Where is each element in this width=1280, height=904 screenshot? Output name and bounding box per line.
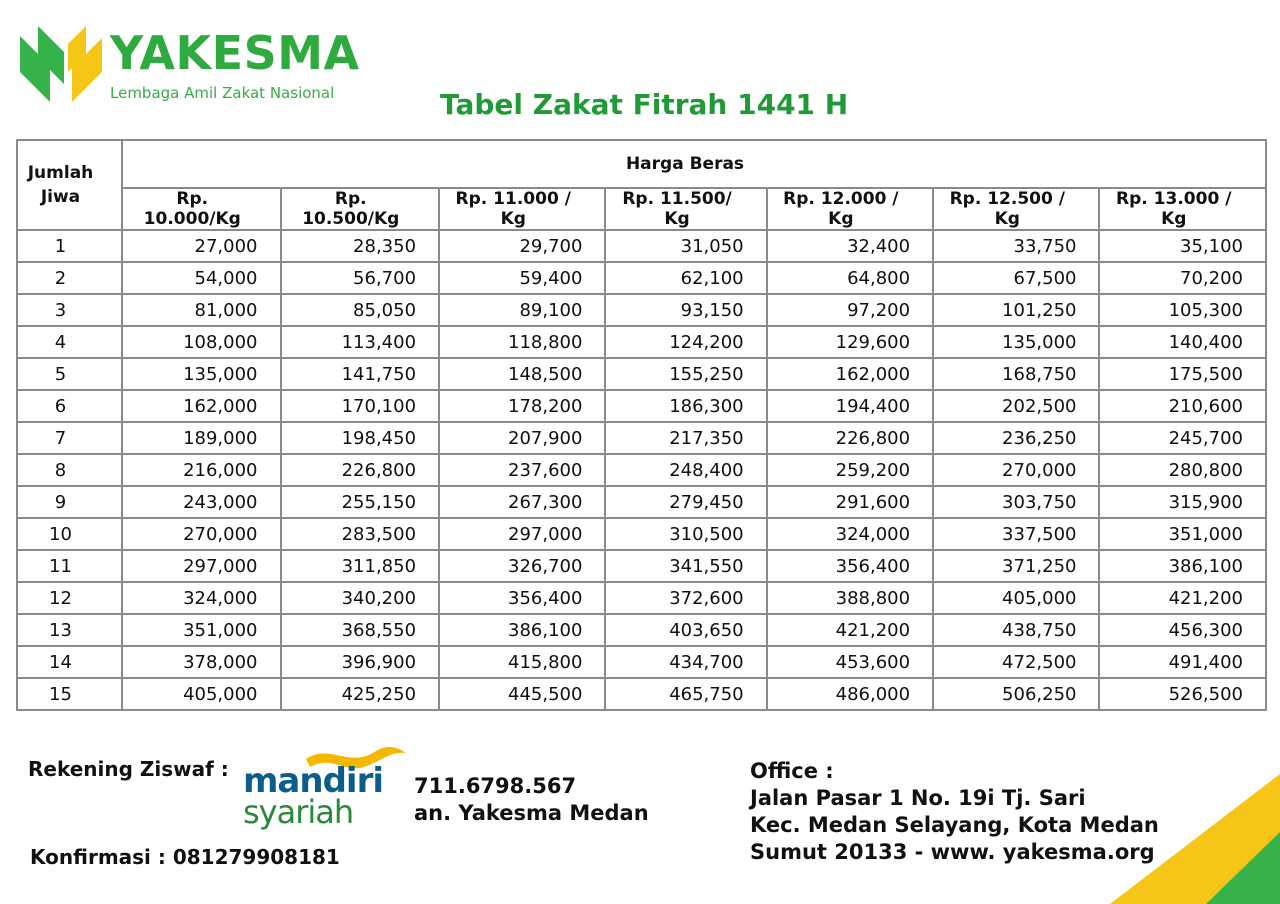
amount-cell: 29,700 (439, 230, 605, 262)
amount-cell: 324,000 (122, 582, 281, 614)
amount-cell: 194,400 (767, 390, 933, 422)
jiwa-cell: 2 (17, 262, 122, 294)
amount-cell: 135,000 (122, 358, 281, 390)
jiwa-cell: 3 (17, 294, 122, 326)
amount-cell: 386,100 (1099, 550, 1266, 582)
jiwa-cell: 15 (17, 678, 122, 710)
jiwa-cell: 8 (17, 454, 122, 486)
amount-cell: 210,600 (1099, 390, 1266, 422)
amount-cell: 207,900 (439, 422, 605, 454)
amount-cell: 28,350 (281, 230, 440, 262)
table-row (17, 518, 1266, 550)
table-row (17, 422, 1266, 454)
amount-cell: 341,550 (605, 550, 766, 582)
amount-cell: 62,100 (605, 262, 766, 294)
amount-cell: 311,850 (281, 550, 440, 582)
amount-cell: 270,000 (933, 454, 1099, 486)
amount-cell: 186,300 (605, 390, 766, 422)
table-row (17, 230, 1266, 262)
amount-cell: 283,500 (281, 518, 440, 550)
price-header: Rp. 10.000/Kg (122, 188, 281, 230)
amount-cell: 27,000 (122, 230, 281, 262)
amount-cell: 326,700 (439, 550, 605, 582)
table-row (17, 614, 1266, 646)
amount-cell: 465,750 (605, 678, 766, 710)
amount-cell: 243,000 (122, 486, 281, 518)
amount-cell: 202,500 (933, 390, 1099, 422)
amount-cell: 368,550 (281, 614, 440, 646)
table-row (17, 326, 1266, 358)
amount-cell: 141,750 (281, 358, 440, 390)
amount-cell: 388,800 (767, 582, 933, 614)
office-address (750, 758, 1159, 866)
leaf-logo-icon (16, 22, 116, 106)
amount-cell: 291,600 (767, 486, 933, 518)
amount-cell: 189,000 (122, 422, 281, 454)
amount-cell: 170,100 (281, 390, 440, 422)
jiwa-cell: 10 (17, 518, 122, 550)
amount-cell: 506,250 (933, 678, 1099, 710)
jiwa-cell: 9 (17, 486, 122, 518)
jiwa-cell: 7 (17, 422, 122, 454)
amount-cell: 396,900 (281, 646, 440, 678)
amount-cell: 270,000 (122, 518, 281, 550)
amount-cell: 162,000 (767, 358, 933, 390)
amount-cell: 226,800 (281, 454, 440, 486)
amount-cell: 421,200 (1099, 582, 1266, 614)
jiwa-cell: 12 (17, 582, 122, 614)
table-row (17, 582, 1266, 614)
amount-cell: 303,750 (933, 486, 1099, 518)
amount-cell: 356,400 (767, 550, 933, 582)
amount-cell: 168,750 (933, 358, 1099, 390)
amount-cell: 64,800 (767, 262, 933, 294)
jiwa-cell: 14 (17, 646, 122, 678)
amount-cell: 33,750 (933, 230, 1099, 262)
account-info (414, 773, 649, 827)
office-line: Jalan Pasar 1 No. 19i Tj. Sari (750, 786, 1086, 810)
amount-cell: 118,800 (439, 326, 605, 358)
amount-cell: 438,750 (933, 614, 1099, 646)
table-row (17, 390, 1266, 422)
amount-cell: 255,150 (281, 486, 440, 518)
table-row (17, 678, 1266, 710)
amount-cell: 81,000 (122, 294, 281, 326)
amount-cell: 526,500 (1099, 678, 1266, 710)
amount-cell: 259,200 (767, 454, 933, 486)
jiwa-header-line1: Jumlah (27, 163, 94, 183)
rekening-label: Rekening Ziswaf : (28, 757, 229, 781)
amount-cell: 491,400 (1099, 646, 1266, 678)
amount-cell: 85,050 (281, 294, 440, 326)
office-line: Sumut 20133 - www. yakesma.org (750, 840, 1155, 864)
amount-cell: 155,250 (605, 358, 766, 390)
amount-cell: 421,200 (767, 614, 933, 646)
amount-cell: 337,500 (933, 518, 1099, 550)
amount-cell: 315,900 (1099, 486, 1266, 518)
amount-cell: 101,250 (933, 294, 1099, 326)
amount-cell: 434,700 (605, 646, 766, 678)
amount-cell: 105,300 (1099, 294, 1266, 326)
amount-cell: 340,200 (281, 582, 440, 614)
jiwa-cell: 5 (17, 358, 122, 390)
amount-cell: 280,800 (1099, 454, 1266, 486)
amount-cell: 108,000 (122, 326, 281, 358)
jiwa-cell: 11 (17, 550, 122, 582)
amount-cell: 67,500 (933, 262, 1099, 294)
amount-cell: 371,250 (933, 550, 1099, 582)
amount-cell: 97,200 (767, 294, 933, 326)
konfirmasi: Konfirmasi : 081279908181 (30, 845, 340, 869)
amount-cell: 405,000 (933, 582, 1099, 614)
table-row (17, 454, 1266, 486)
price-header: Rp. 12.500 / Kg (933, 188, 1099, 230)
amount-cell: 135,000 (933, 326, 1099, 358)
amount-cell: 31,050 (605, 230, 766, 262)
amount-cell: 356,400 (439, 582, 605, 614)
amount-cell: 245,700 (1099, 422, 1266, 454)
jiwa-cell: 1 (17, 230, 122, 262)
table-row (17, 486, 1266, 518)
amount-cell: 113,400 (281, 326, 440, 358)
amount-cell: 472,500 (933, 646, 1099, 678)
amount-cell: 32,400 (767, 230, 933, 262)
amount-cell: 140,400 (1099, 326, 1266, 358)
amount-cell: 93,150 (605, 294, 766, 326)
table-row (17, 646, 1266, 678)
amount-cell: 70,200 (1099, 262, 1266, 294)
amount-cell: 162,000 (122, 390, 281, 422)
table-row (17, 294, 1266, 326)
jiwa-cell: 4 (17, 326, 122, 358)
amount-cell: 226,800 (767, 422, 933, 454)
amount-cell: 415,800 (439, 646, 605, 678)
bank-name: mandiri (243, 761, 383, 801)
amount-cell: 453,600 (767, 646, 933, 678)
price-header: Rp. 10.500/Kg (281, 188, 440, 230)
jiwa-header-line2: Jiwa (40, 187, 81, 207)
price-header: Rp. 11.000 / Kg (439, 188, 605, 230)
amount-cell: 425,250 (281, 678, 440, 710)
amount-cell: 236,250 (933, 422, 1099, 454)
brand-tagline: Lembaga Amil Zakat Nasional (110, 84, 335, 102)
price-header: Rp. 13.000 / Kg (1099, 188, 1266, 230)
amount-cell: 310,500 (605, 518, 766, 550)
amount-cell: 124,200 (605, 326, 766, 358)
table-row (17, 262, 1266, 294)
brand-name: YAKESMA (110, 26, 360, 80)
table-row (17, 550, 1266, 582)
amount-cell: 324,000 (767, 518, 933, 550)
account-name: an. Yakesma Medan (414, 801, 649, 825)
amount-cell: 297,000 (439, 518, 605, 550)
amount-cell: 56,700 (281, 262, 440, 294)
amount-cell: 175,500 (1099, 358, 1266, 390)
amount-cell: 297,000 (122, 550, 281, 582)
amount-cell: 351,000 (122, 614, 281, 646)
jiwa-cell: 6 (17, 390, 122, 422)
office-line: Office : (750, 759, 834, 783)
jiwa-header (17, 140, 122, 230)
amount-cell: 372,600 (605, 582, 766, 614)
bank-sub: syariah (243, 793, 354, 831)
table-row (17, 358, 1266, 390)
office-line: Kec. Medan Selayang, Kota Medan (750, 813, 1159, 837)
harga-beras-header: Harga Beras (122, 140, 1266, 188)
amount-cell: 267,300 (439, 486, 605, 518)
account-number: 711.6798.567 (414, 774, 577, 798)
amount-cell: 386,100 (439, 614, 605, 646)
amount-cell: 54,000 (122, 262, 281, 294)
amount-cell: 59,400 (439, 262, 605, 294)
amount-cell: 248,400 (605, 454, 766, 486)
price-header: Rp. 12.000 / Kg (767, 188, 933, 230)
jiwa-cell: 13 (17, 614, 122, 646)
amount-cell: 351,000 (1099, 518, 1266, 550)
amount-cell: 456,300 (1099, 614, 1266, 646)
amount-cell: 486,000 (767, 678, 933, 710)
amount-cell: 237,600 (439, 454, 605, 486)
amount-cell: 148,500 (439, 358, 605, 390)
amount-cell: 216,000 (122, 454, 281, 486)
amount-cell: 178,200 (439, 390, 605, 422)
amount-cell: 403,650 (605, 614, 766, 646)
amount-cell: 129,600 (767, 326, 933, 358)
amount-cell: 35,100 (1099, 230, 1266, 262)
amount-cell: 378,000 (122, 646, 281, 678)
price-header: Rp. 11.500/ Kg (605, 188, 766, 230)
amount-cell: 445,500 (439, 678, 605, 710)
amount-cell: 217,350 (605, 422, 766, 454)
amount-cell: 279,450 (605, 486, 766, 518)
amount-cell: 89,100 (439, 294, 605, 326)
amount-cell: 405,000 (122, 678, 281, 710)
amount-cell: 198,450 (281, 422, 440, 454)
zakat-table (16, 139, 1267, 711)
corner-decoration-icon (1110, 774, 1280, 904)
page-title: Tabel Zakat Fitrah 1441 H (440, 88, 849, 121)
